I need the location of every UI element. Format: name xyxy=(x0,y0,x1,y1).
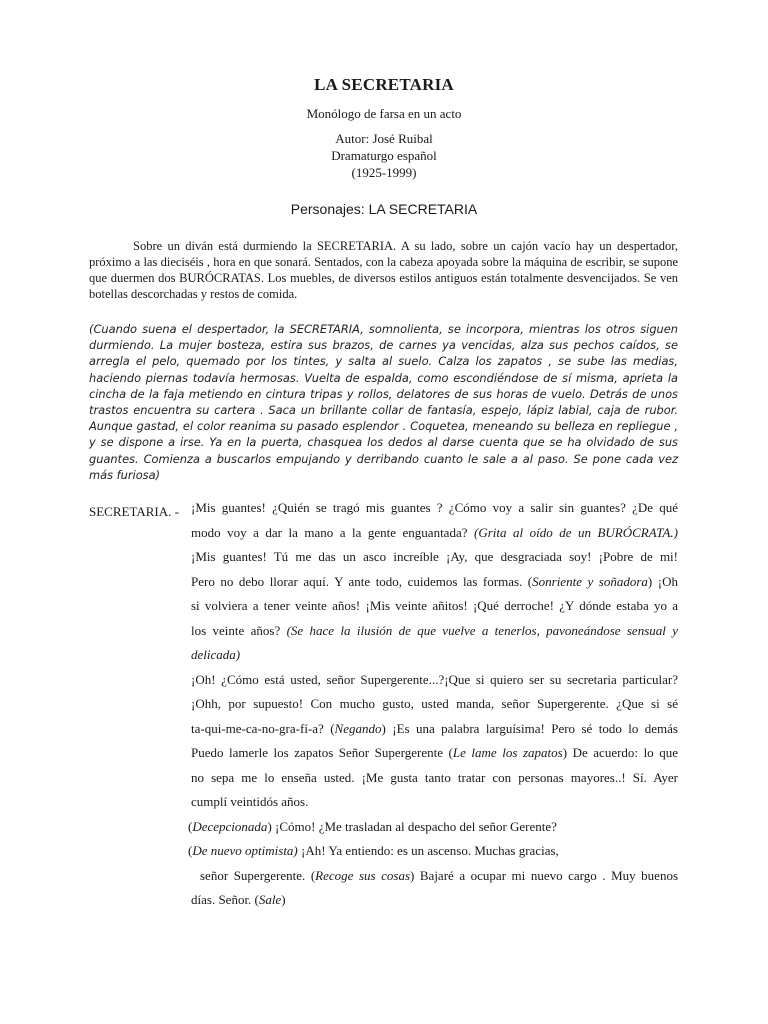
dialogue-line: ¡Mis guantes! ¿Quién se tragó mis guantes ? ¿Cómo voy a salir sin guantes? ¿De qué xyxy=(191,500,678,515)
dialogue-line: ¡Mis guantes! Tú me das un asco increíble ¡Ay, que desgraciada soy! ¡Pobre de mi! xyxy=(191,549,678,564)
dialogue-line: modo voy a dar la mano a la gente enguantada? (Grita al oído de un BURÓCRATA.) xyxy=(191,524,678,540)
characters-line: Personajes: LA SECRETARIA xyxy=(290,201,478,217)
dialogue-line: señor Supergerente. (Recoge sus cosas) Bajaré a ocupar mi nuevo cargo . Muy buenos xyxy=(200,867,679,883)
stage-note: Sale xyxy=(258,892,282,907)
dialogue-line: días. Señor. (Sale) xyxy=(191,892,286,907)
dialogue-line: (De nuevo optimista) ¡Ah! Ya entiendo: es un ascenso. Muchas gracias, xyxy=(188,843,559,858)
author-line: Autor: José Ruibal xyxy=(335,131,433,146)
dialogue-line: los veinte años? (Se hace la ilusión de que vuelve a tenerlos, pavoneándose sensual y xyxy=(191,622,678,638)
stage-note: Recoge sus cosas xyxy=(315,867,411,883)
document-subtitle: Monólogo de farsa en un acto xyxy=(306,106,462,121)
dialogue-line: Pero no debo llorar aquí. Y ante todo, cuidemos las formas. (Sonriente y soñadora) ¡Oh xyxy=(191,573,679,589)
stage-note: De nuevo optimista) xyxy=(192,843,298,858)
dialogue-line: ¡Oh! ¿Cómo está usted, señor Supergerente...?¡Que si quiero ser su secretaria particular? xyxy=(191,671,678,687)
author-role: Dramaturgo español xyxy=(331,148,437,163)
stage-note: (Grita al oído de un BURÓCRATA.) xyxy=(474,524,678,540)
dialogue-line: si volviera a tener veinte años! ¡Mis veinte añitos! ¡Qué derroche! ¿Y dónde estaba yo a xyxy=(191,598,678,613)
dialogue-line: ¡Ohh, por supuesto! Con mucho gusto, usted manda, señor Supergerente. ¿Que si sé xyxy=(191,696,678,711)
stage-direction: (Cuando suena el despertador, la SECRETARIA, somnolienta, se incorpora, mientras los otros siguen durmiendo. La mujer bosteza, estira sus brazos, de carnes ya vencidas, alza sus pechos caídos, se arregla el pelo, quemado por los tintes, y salta al suelo. Calza los zapatos , se sube las medias, haciendo piernas todavía hermosas. Vuelta de espalda, como escondiéndose de sí misma, aprieta la cincha de la faja metiendo en cintura tripas y rollos, delatores de sus horas de vuelo. Detrás de unos trastos encuentra su cartera . Saca un brillante collar de fantasía, espejo, lápiz labial, caja de rubor. Aunque gastad, el color reanima su pasado esplendor . Coquetea, meneando su belleza en repliegue , y se dispone a irse. Ya en la puerta, chasquea los dedos al darse cuenta que se ha olvidado de sus guantes. Comienza a buscarlos empujando y derribando cuanto le sale a al paso. Se pone cada vez más furiosa) xyxy=(89,322,678,482)
dialogue-line: cumplí veintidós años. xyxy=(191,794,309,809)
dialogue-block xyxy=(188,496,679,913)
stage-note: Sonriente y soñadora xyxy=(532,573,648,589)
dialogue-line: Puedo lamerle los zapatos Señor Supergerente (Le lame los zapatos) De acuerdo: lo que xyxy=(191,745,678,760)
stage-note: Le lame los zapatos xyxy=(452,745,563,760)
intro-paragraph: Sobre un diván está durmiendo la SECRETARIA. A su lado, sobre un cajón vacío hay un despertador, próximo a las dieciséis , hora en que sonará. Sentados, con la cabeza apoyada sobre la máquina de escribir, se supone que duermen dos BURÓCRATAS. Los muebles, de diversos estilos antiguos están totalmente desvencijados. Se ven botellas descorchadas y restos de comida. xyxy=(89,239,678,301)
dialogue-line: (Decepcionada) ¡Cómo! ¿Me trasladan al despacho del señor Gerente? xyxy=(188,818,557,834)
stage-note: Decepcionada xyxy=(192,818,268,834)
stage-note: (Se hace la ilusión de que vuelve a tenerlos, pavoneándose sensual y xyxy=(286,622,678,638)
author-years: (1925-1999) xyxy=(351,165,417,180)
dialogue-line xyxy=(191,643,678,668)
stage-note: delicada) xyxy=(191,647,241,662)
speaker-label: SECRETARIA. - xyxy=(89,504,179,519)
dialogue-line: ta-qui-me-ca-no-gra-fí-a? (Negando) ¡Es una palabra larguísima! Pero sé todo lo demás xyxy=(191,720,678,736)
dialogue-line: no sepa me lo enseña usted. ¡Me gusta tanto tratar con personas mayores..! Sí. Ayer xyxy=(191,769,678,785)
stage-note: Negando xyxy=(334,720,382,736)
document-title: LA SECRETARIA xyxy=(314,75,454,94)
